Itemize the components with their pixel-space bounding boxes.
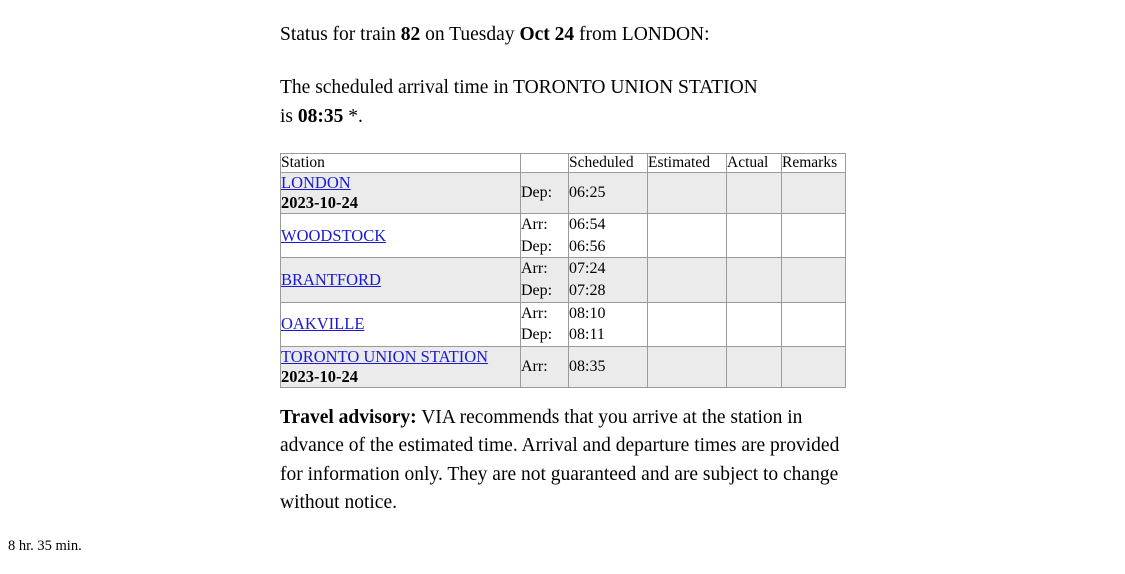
table-row	[281, 258, 846, 302]
actual-cell	[727, 258, 782, 302]
trip-duration: 8 hr. 35 min.	[8, 538, 82, 554]
scheduled-dep: 07:28	[569, 282, 606, 300]
table-header-row	[281, 153, 846, 172]
table-row	[281, 302, 846, 346]
scheduled-note-part2: *.	[343, 105, 363, 127]
scheduled-arr: 08:35	[569, 358, 606, 376]
travel-date: Oct 24	[519, 24, 575, 45]
station-cell	[281, 214, 521, 258]
arr-dep-labels	[521, 172, 569, 213]
station-link-brantford[interactable]: BRANTFORD	[281, 269, 381, 289]
actual-cell	[727, 214, 782, 258]
dep-label: Dep:	[521, 282, 553, 300]
station-cell	[281, 172, 521, 213]
station-date: 2023-10-24	[281, 193, 358, 213]
estimated-cell	[648, 302, 727, 346]
arr-label: Arr:	[521, 260, 548, 278]
station-cell	[281, 258, 521, 302]
estimated-cell	[648, 258, 727, 302]
station-cell	[281, 346, 521, 387]
station-link-london[interactable]: LONDON	[281, 172, 351, 192]
station-link-woodstock[interactable]: WOODSTOCK	[281, 225, 387, 245]
scheduled-arr: 07:24	[569, 260, 606, 278]
actual-cell	[727, 346, 782, 387]
station-link-toronto-union-station[interactable]: TORONTO UNION STATION	[281, 346, 489, 366]
scheduled-note-part1: The scheduled arrival time in TORONTO UNION STATION is	[280, 77, 758, 127]
scheduled-times	[569, 302, 648, 346]
spacer	[280, 48, 860, 74]
column-header-remarks: Remarks	[782, 153, 846, 172]
dep-label: Dep:	[521, 237, 553, 255]
title-prefix: Status for train	[280, 24, 401, 45]
arr-label: Arr:	[521, 304, 548, 322]
column-header-estimated: Estimated	[648, 153, 727, 172]
arr-dep-labels	[521, 214, 569, 258]
column-header-arrdep	[521, 153, 569, 172]
actual-cell	[727, 172, 782, 213]
column-header-actual: Actual	[727, 153, 782, 172]
train-status-document	[280, 22, 860, 537]
estimated-cell	[648, 346, 727, 387]
station-cell	[281, 302, 521, 346]
spacer	[280, 131, 860, 153]
scheduled-arr: 08:10	[569, 304, 606, 322]
scheduled-dep: 08:11	[569, 326, 605, 344]
scheduled-times	[569, 172, 648, 213]
column-header-station: Station	[281, 153, 521, 172]
scheduled-times	[569, 214, 648, 258]
station-link-oakville[interactable]: OAKVILLE	[281, 313, 365, 333]
page-title	[280, 22, 860, 48]
actual-cell	[727, 302, 782, 346]
arr-label: Arr:	[521, 358, 548, 376]
dep-label: Dep:	[521, 326, 553, 344]
train-number: 82	[400, 24, 421, 45]
remarks-cell	[782, 346, 846, 387]
scheduled-arrival-time: 08:35	[297, 105, 344, 127]
scheduled-dep: 06:56	[569, 237, 606, 255]
arr-label: Arr:	[521, 216, 548, 234]
remarks-cell	[782, 302, 846, 346]
scheduled-arrival-note	[280, 74, 760, 131]
arr-dep-labels	[521, 302, 569, 346]
dep-label: Dep:	[521, 184, 553, 202]
column-header-scheduled: Scheduled	[569, 153, 648, 172]
arr-dep-labels	[521, 258, 569, 302]
remarks-cell	[782, 214, 846, 258]
table-row	[281, 214, 846, 258]
scheduled-dep: 06:25	[569, 184, 606, 202]
estimated-cell	[648, 214, 727, 258]
scheduled-arr: 06:54	[569, 216, 606, 234]
title-suffix: from LONDON:	[574, 24, 710, 45]
table-row	[281, 172, 846, 213]
train-status-table	[280, 153, 846, 388]
remarks-cell	[782, 172, 846, 213]
scheduled-times	[569, 346, 648, 387]
scheduled-times	[569, 258, 648, 302]
travel-advisory-label: Travel advisory:	[280, 407, 417, 429]
travel-advisory	[280, 404, 840, 517]
arr-dep-labels	[521, 346, 569, 387]
remarks-cell	[782, 258, 846, 302]
estimated-cell	[648, 172, 727, 213]
travel-advisory-text: VIA recommends that you arrive at the station in advance of the estimated time. Arrival and departure times are provided for information only. They are not guaranteed and are subject to change without notice.	[280, 407, 840, 513]
title-middle: on Tuesday	[420, 24, 520, 45]
table-row	[281, 346, 846, 387]
station-date: 2023-10-24	[281, 367, 358, 387]
